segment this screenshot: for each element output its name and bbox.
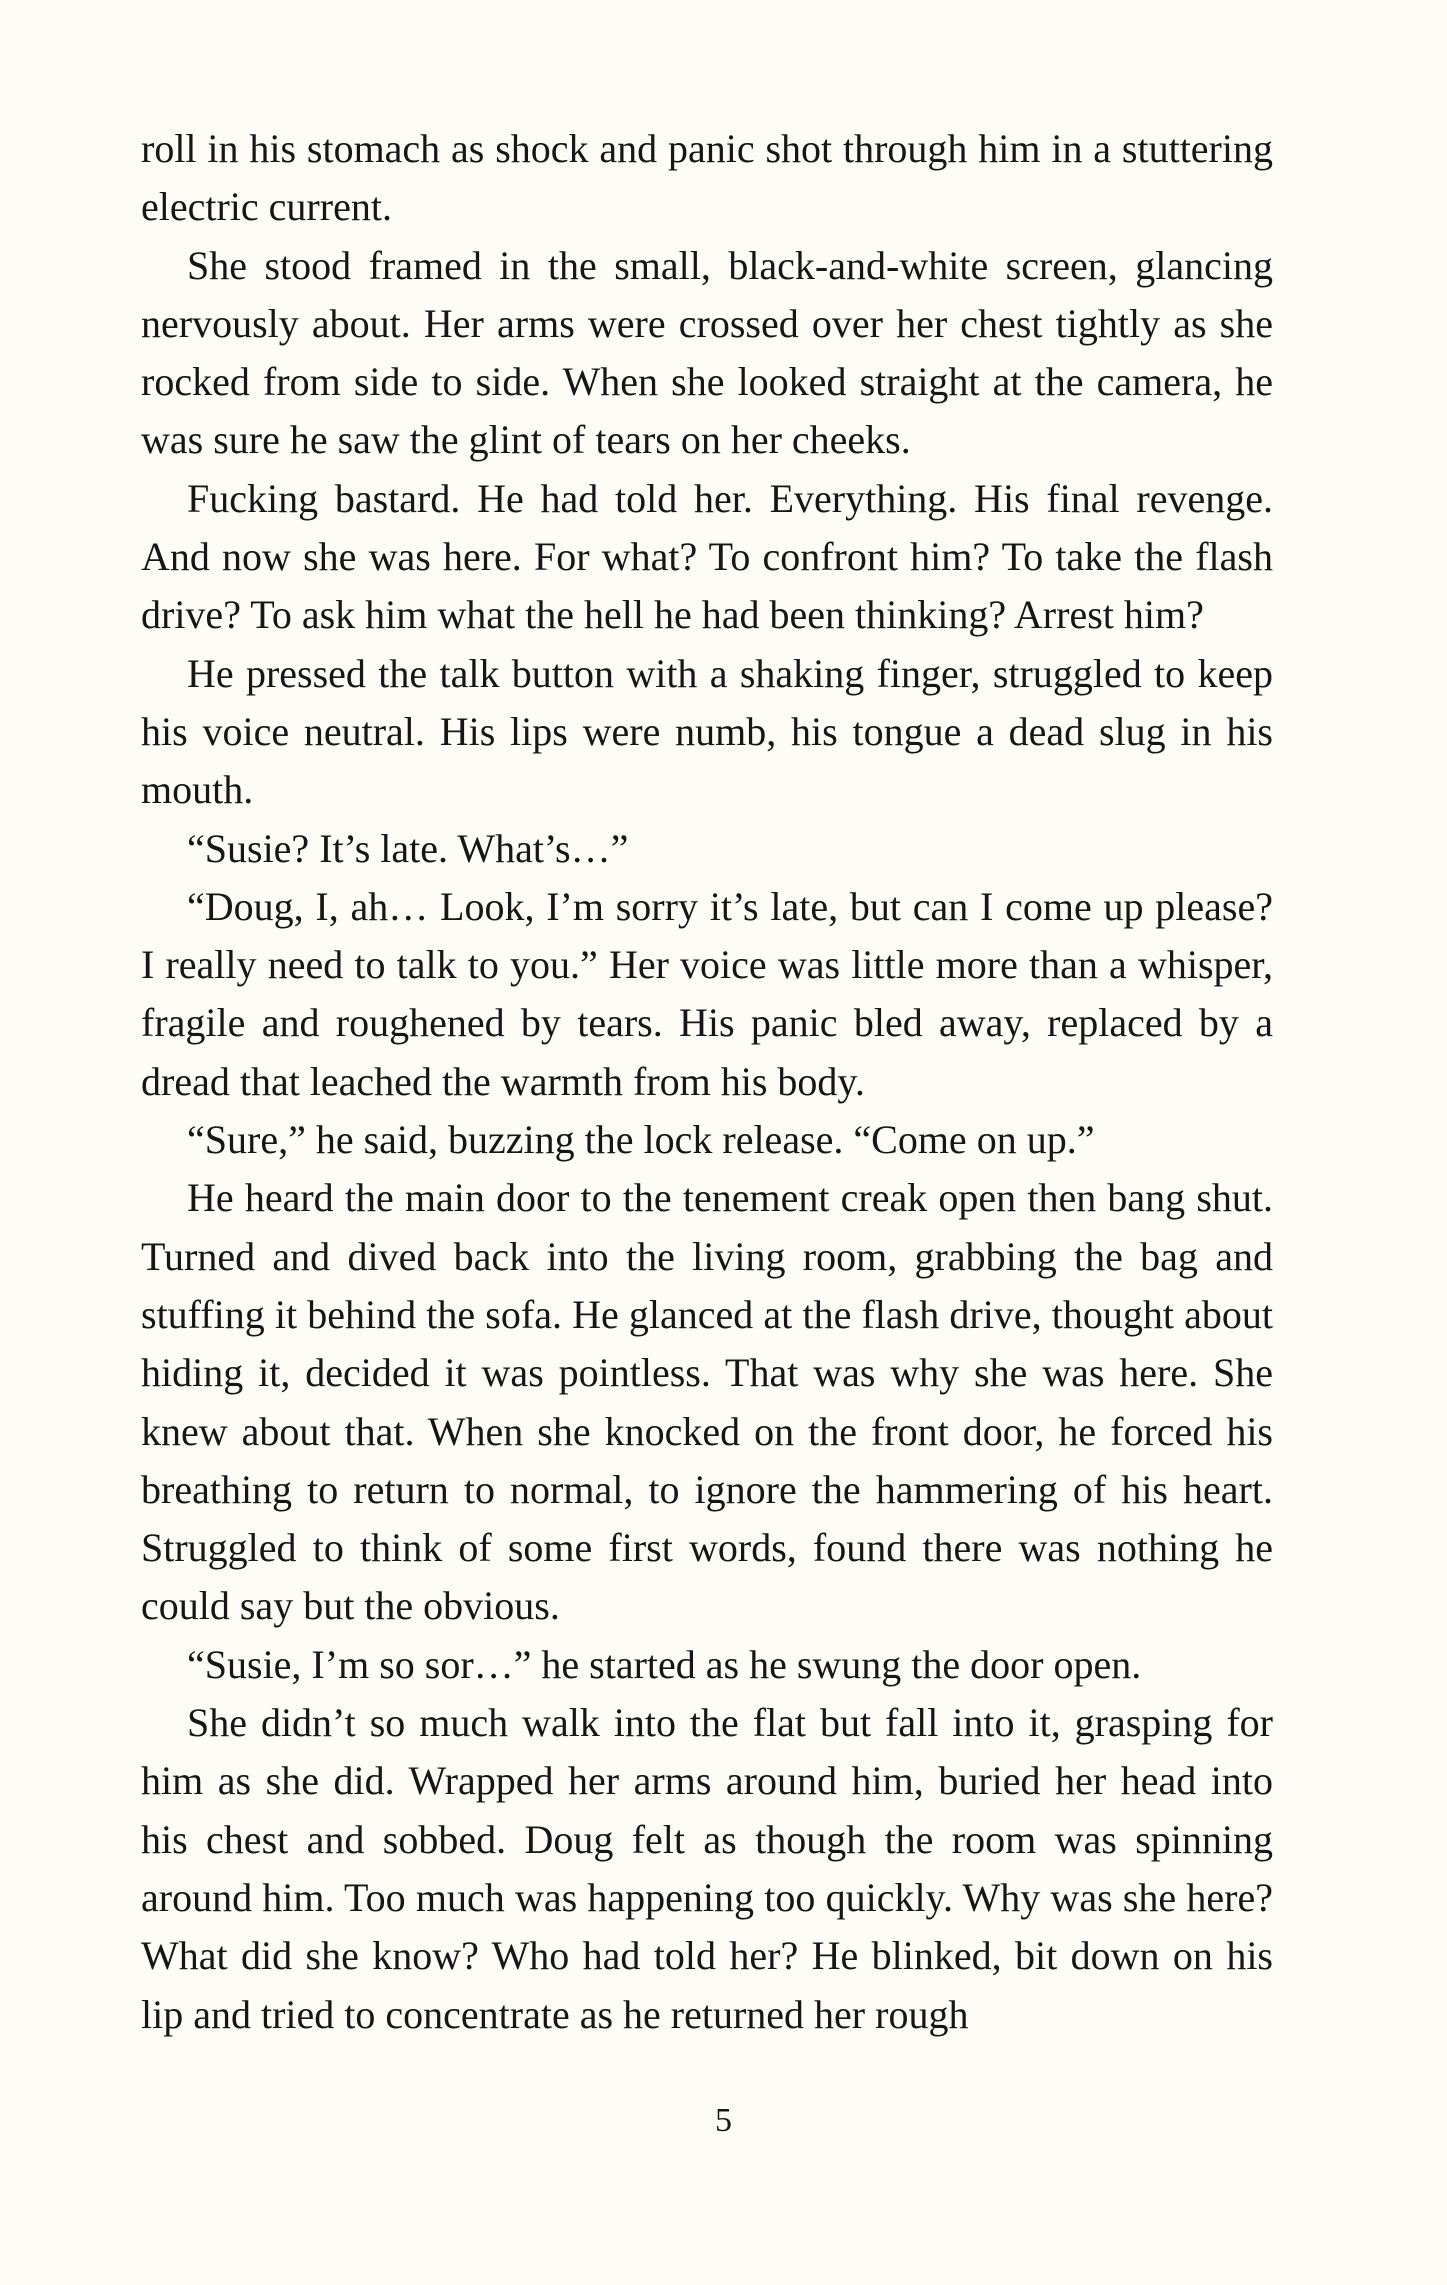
paragraph-6: “Doug, I, ah… Look, I’m sorry it’s late, but can I come up please? I really need to talk to you.” Her voice was little more than a whisper, fragile and roughened by tears. His panic bled away, replaced by a dread that leached the warmth from his body. bbox=[141, 883, 1273, 1104]
paragraph-10: She didn’t so much walk into the flat but fall into it, grasping for him as she did. Wrapped her arms around him, buried her head into his chest and sobbed. Doug felt as though the room was spinning around him. Too much was happening too quickly. Why was she here? What did she know? Who had told her? He blinked, bit down on his lip and tried to concentrate as he returned her rough bbox=[141, 1700, 1273, 2037]
paragraph-5: “Susie? It’s late. What’s…” bbox=[187, 825, 629, 871]
page-number: 5 bbox=[715, 2102, 732, 2139]
paragraph-1: roll in his stomach as shock and panic shot through him in a stuttering electric current. bbox=[141, 126, 1273, 230]
paragraph-4: He pressed the talk button with a shaking finger, struggled to keep his voice neutral. His lips were numb, his tongue a dead slug in his mouth. bbox=[141, 650, 1273, 813]
paragraph-9: “Susie, I’m so sor…” he started as he swung the door open. bbox=[187, 1641, 1142, 1687]
paragraph-3: Fucking bastard. He had told her. Everything. His final revenge. And now she was here. For what? To confront him? To take the flash drive? To ask him what the hell he had been thinking? Arrest him? bbox=[141, 475, 1273, 638]
paragraph-7: “Sure,” he said, buzzing the lock release. “Come on up.” bbox=[187, 1117, 1095, 1163]
paragraph-2: She stood framed in the small, black-and-white screen, glancing nervously about. Her arms were crossed over her chest tightly as she rocked from side to side. When she looked straight at the camera, he was sure he saw the glint of tears on her cheeks. bbox=[141, 242, 1273, 463]
paragraph-8: He heard the main door to the tenement creak open then bang shut. Turned and dived back into the living room, grabbing the bag and stuffing it behind the sofa. He glanced at the flash drive, thought about hiding it, decided it was pointless. That was why she was here. She knew about that. When she knocked on the front door, he forced his breathing to return to normal, to ignore the hammering of his heart. Struggled to think of some first words, found there was nothing he could say but the obvious. bbox=[141, 1175, 1273, 1629]
page-body bbox=[141, 120, 1273, 2044]
